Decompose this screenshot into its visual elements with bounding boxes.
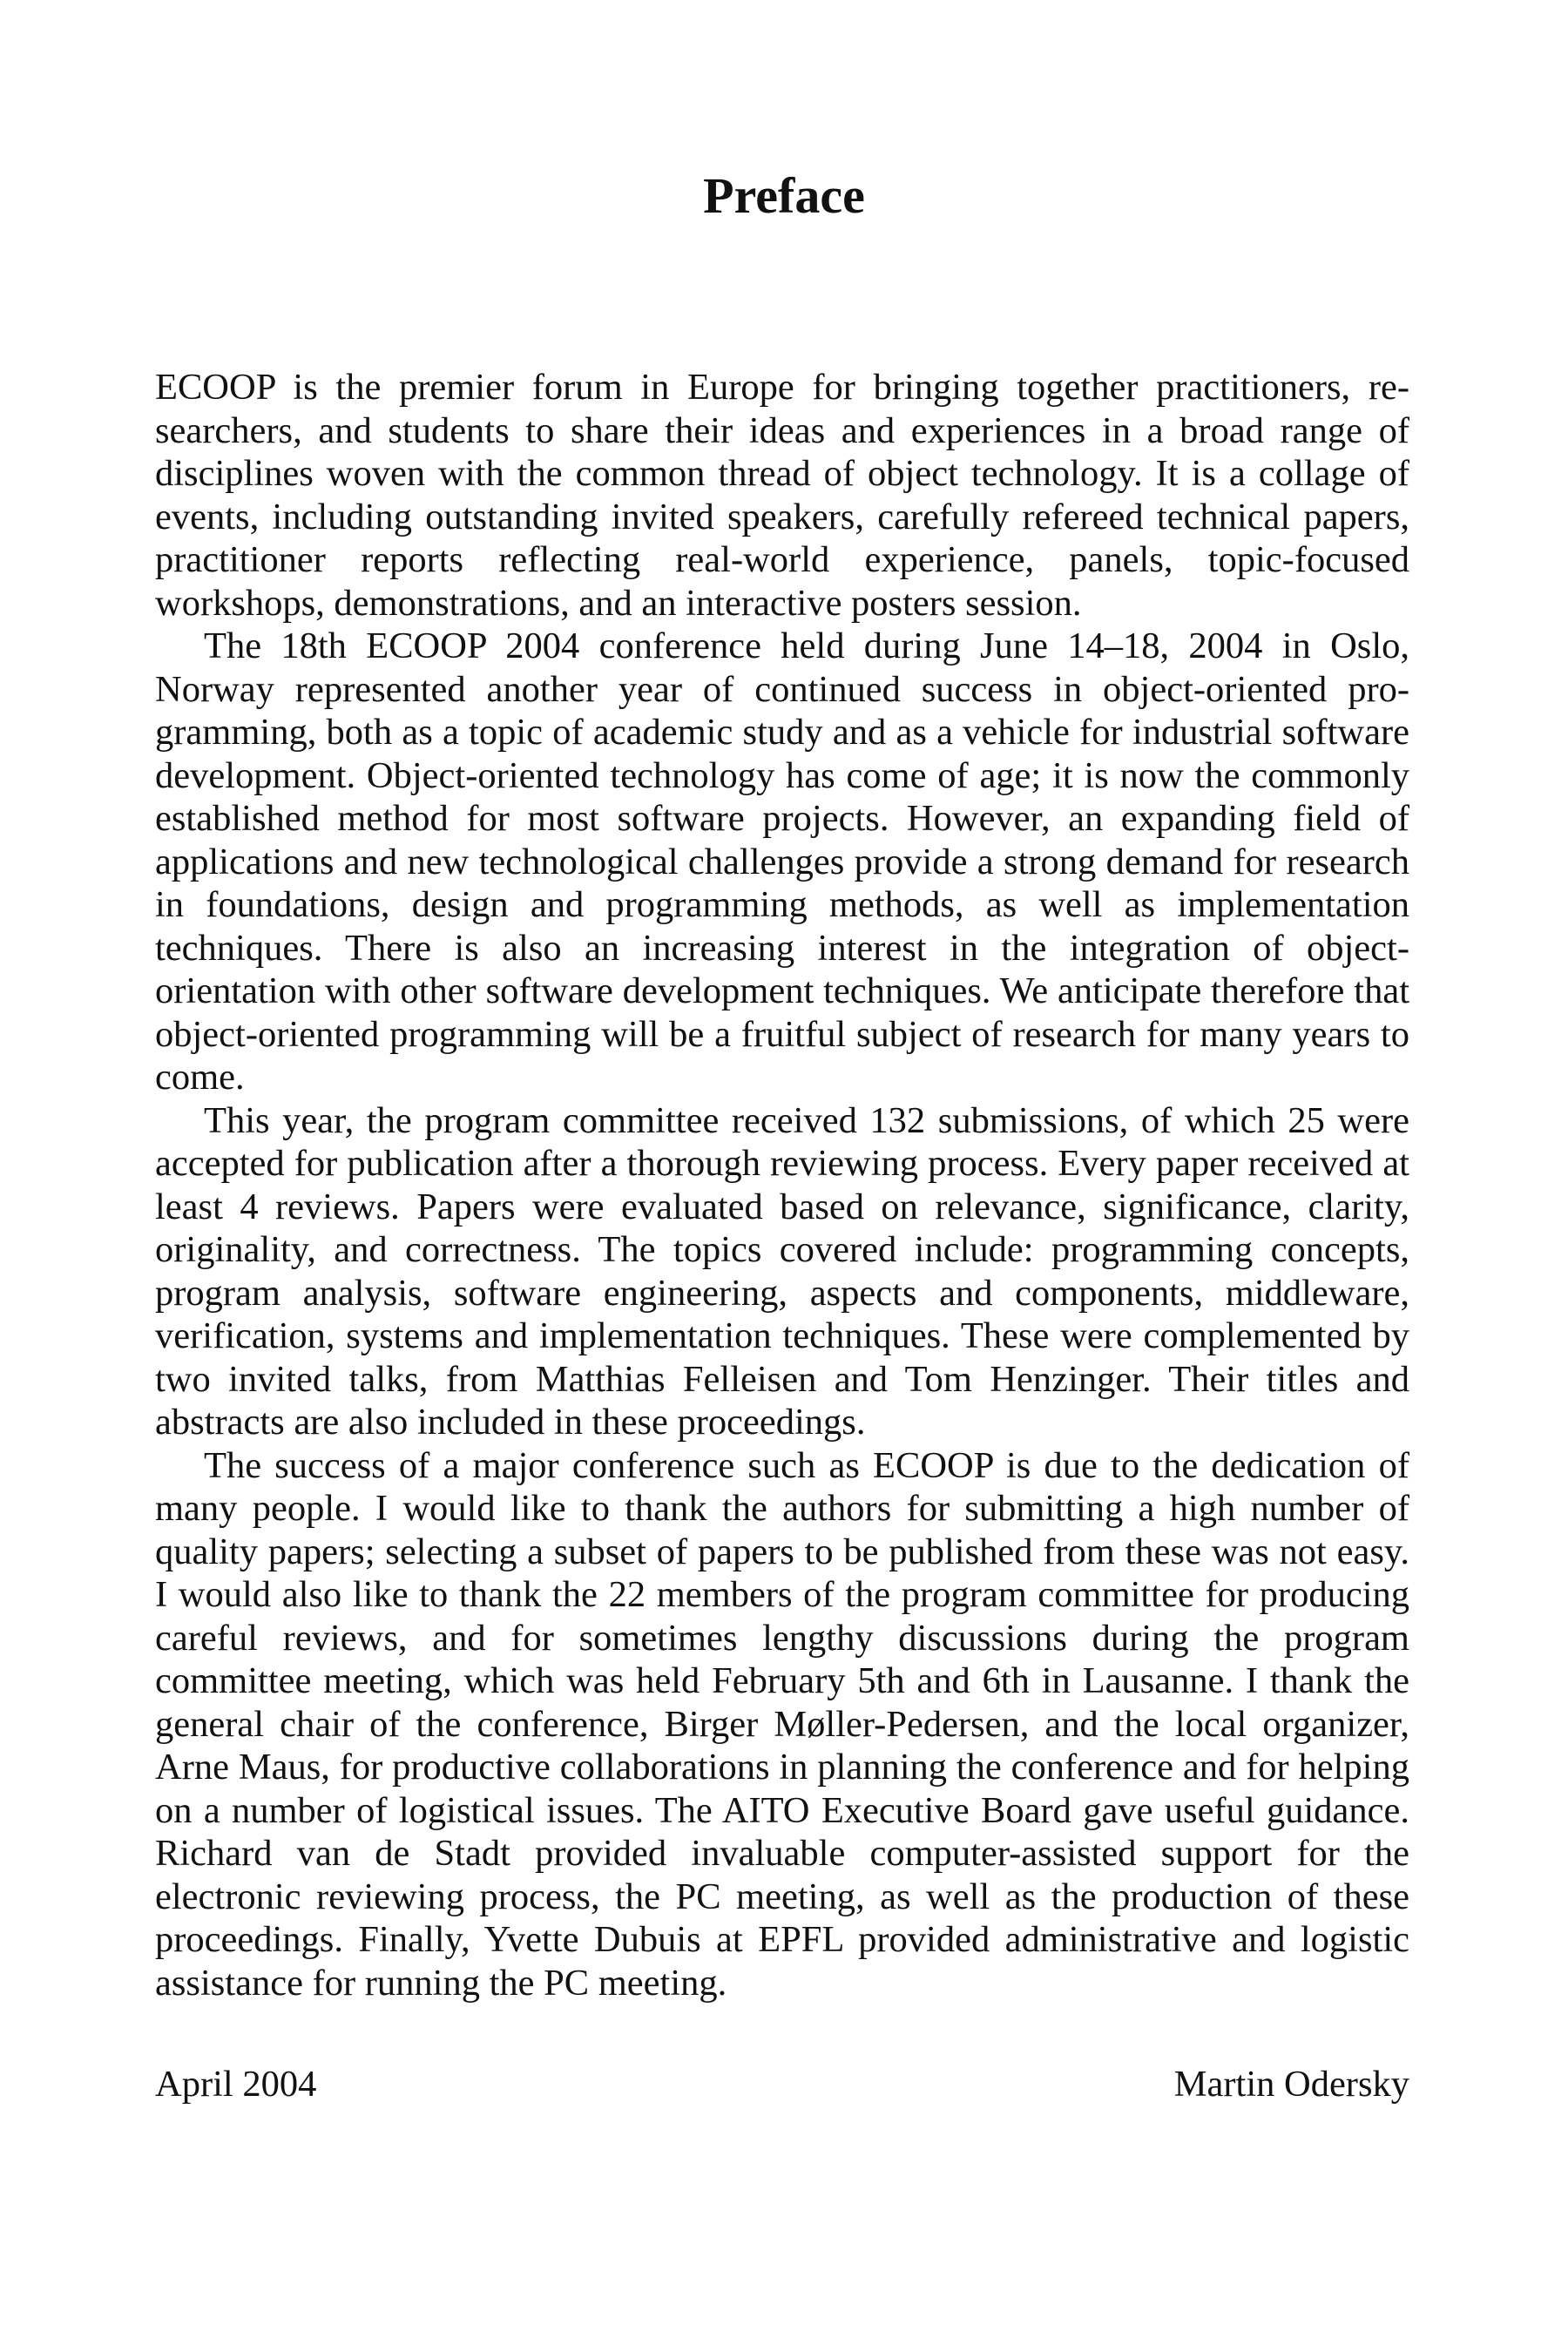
page-title: Preface <box>703 167 865 224</box>
paragraph-acknowledgements: The success of a major conference such as ECOOP is due to the dedication of many people. I would like to thank the authors for submitting a high number of quality papers; selecting a subset of papers to be published from these was not easy. I would also like to thank the 22 members of the program committee for producing careful reviews, and for sometimes lengthy discussions during the program committee meeting, which was held February 5th and 6th in Lausanne. I thank the general chair of the conference, Birger Møller-Pedersen, and the local organizer, Arne Maus, for productive collaborations in planning the conference and for helping on a number of logistical issues. The AITO Executive Board gave useful guidance. Richard van de Stadt provided invaluable computer-assisted support for the electronic reviewing process, the PC meeting, as well as the production of these proceedings. Finally, Yvette Dubuis at EPFL provided administrative and logistic assistance for running the PC meeting. <box>155 1444 1409 2004</box>
paragraph-intro: ECOOP is the premier forum in Europe for bringing together practitioners, researchers, and students to share their ideas and experiences in a broad range of disciplines woven with the common thread of object technology. It is a collage of events, including outstanding invited speakers, carefully refereed technical papers, practitioner reports reflecting real-world experience, panels, topic-focused workshops, demonstrations, and an interactive posters session. <box>155 367 1409 624</box>
preface-body <box>155 366 1409 2004</box>
paragraph-submissions: This year, the program committee received 132 submissions, of which 25 were accepted for publication after a thorough reviewing process. Every paper received at least 4 reviews. Papers were evaluated based on relevance, significance, clarity, originality, and correctness. The topics covered include: programming concepts, program analysis, software engineering, aspects and components, middleware, verification, systems and implementation techniques. These were complemented by two invited talks, from Matthias Felleisen and Tom Henzinger. Their titles and abstracts are also included in these proceedings. <box>155 1099 1409 1443</box>
signature-author: Martin Odersky <box>1173 2064 1409 2105</box>
signature-date: April 2004 <box>155 2064 317 2105</box>
paragraph-conference: The 18th ECOOP 2004 conference held during June 14–18, 2004 in Oslo, Norway represented another year of continued success in object-oriented programming, both as a topic of academic study and as a vehicle for industrial software development. Object-oriented technology has come of age; it is now the commonly established method for most software projects. However, an expanding field of applications and new technological challenges provide a strong demand for research in foundations, design and programming methods, as well as implementation techniques. There is also an increasing interest in the integration of object-orientation with other software development techniques. We anticipate therefore that object-oriented programming will be a fruitful subject of research for many years to come. <box>155 625 1409 1098</box>
